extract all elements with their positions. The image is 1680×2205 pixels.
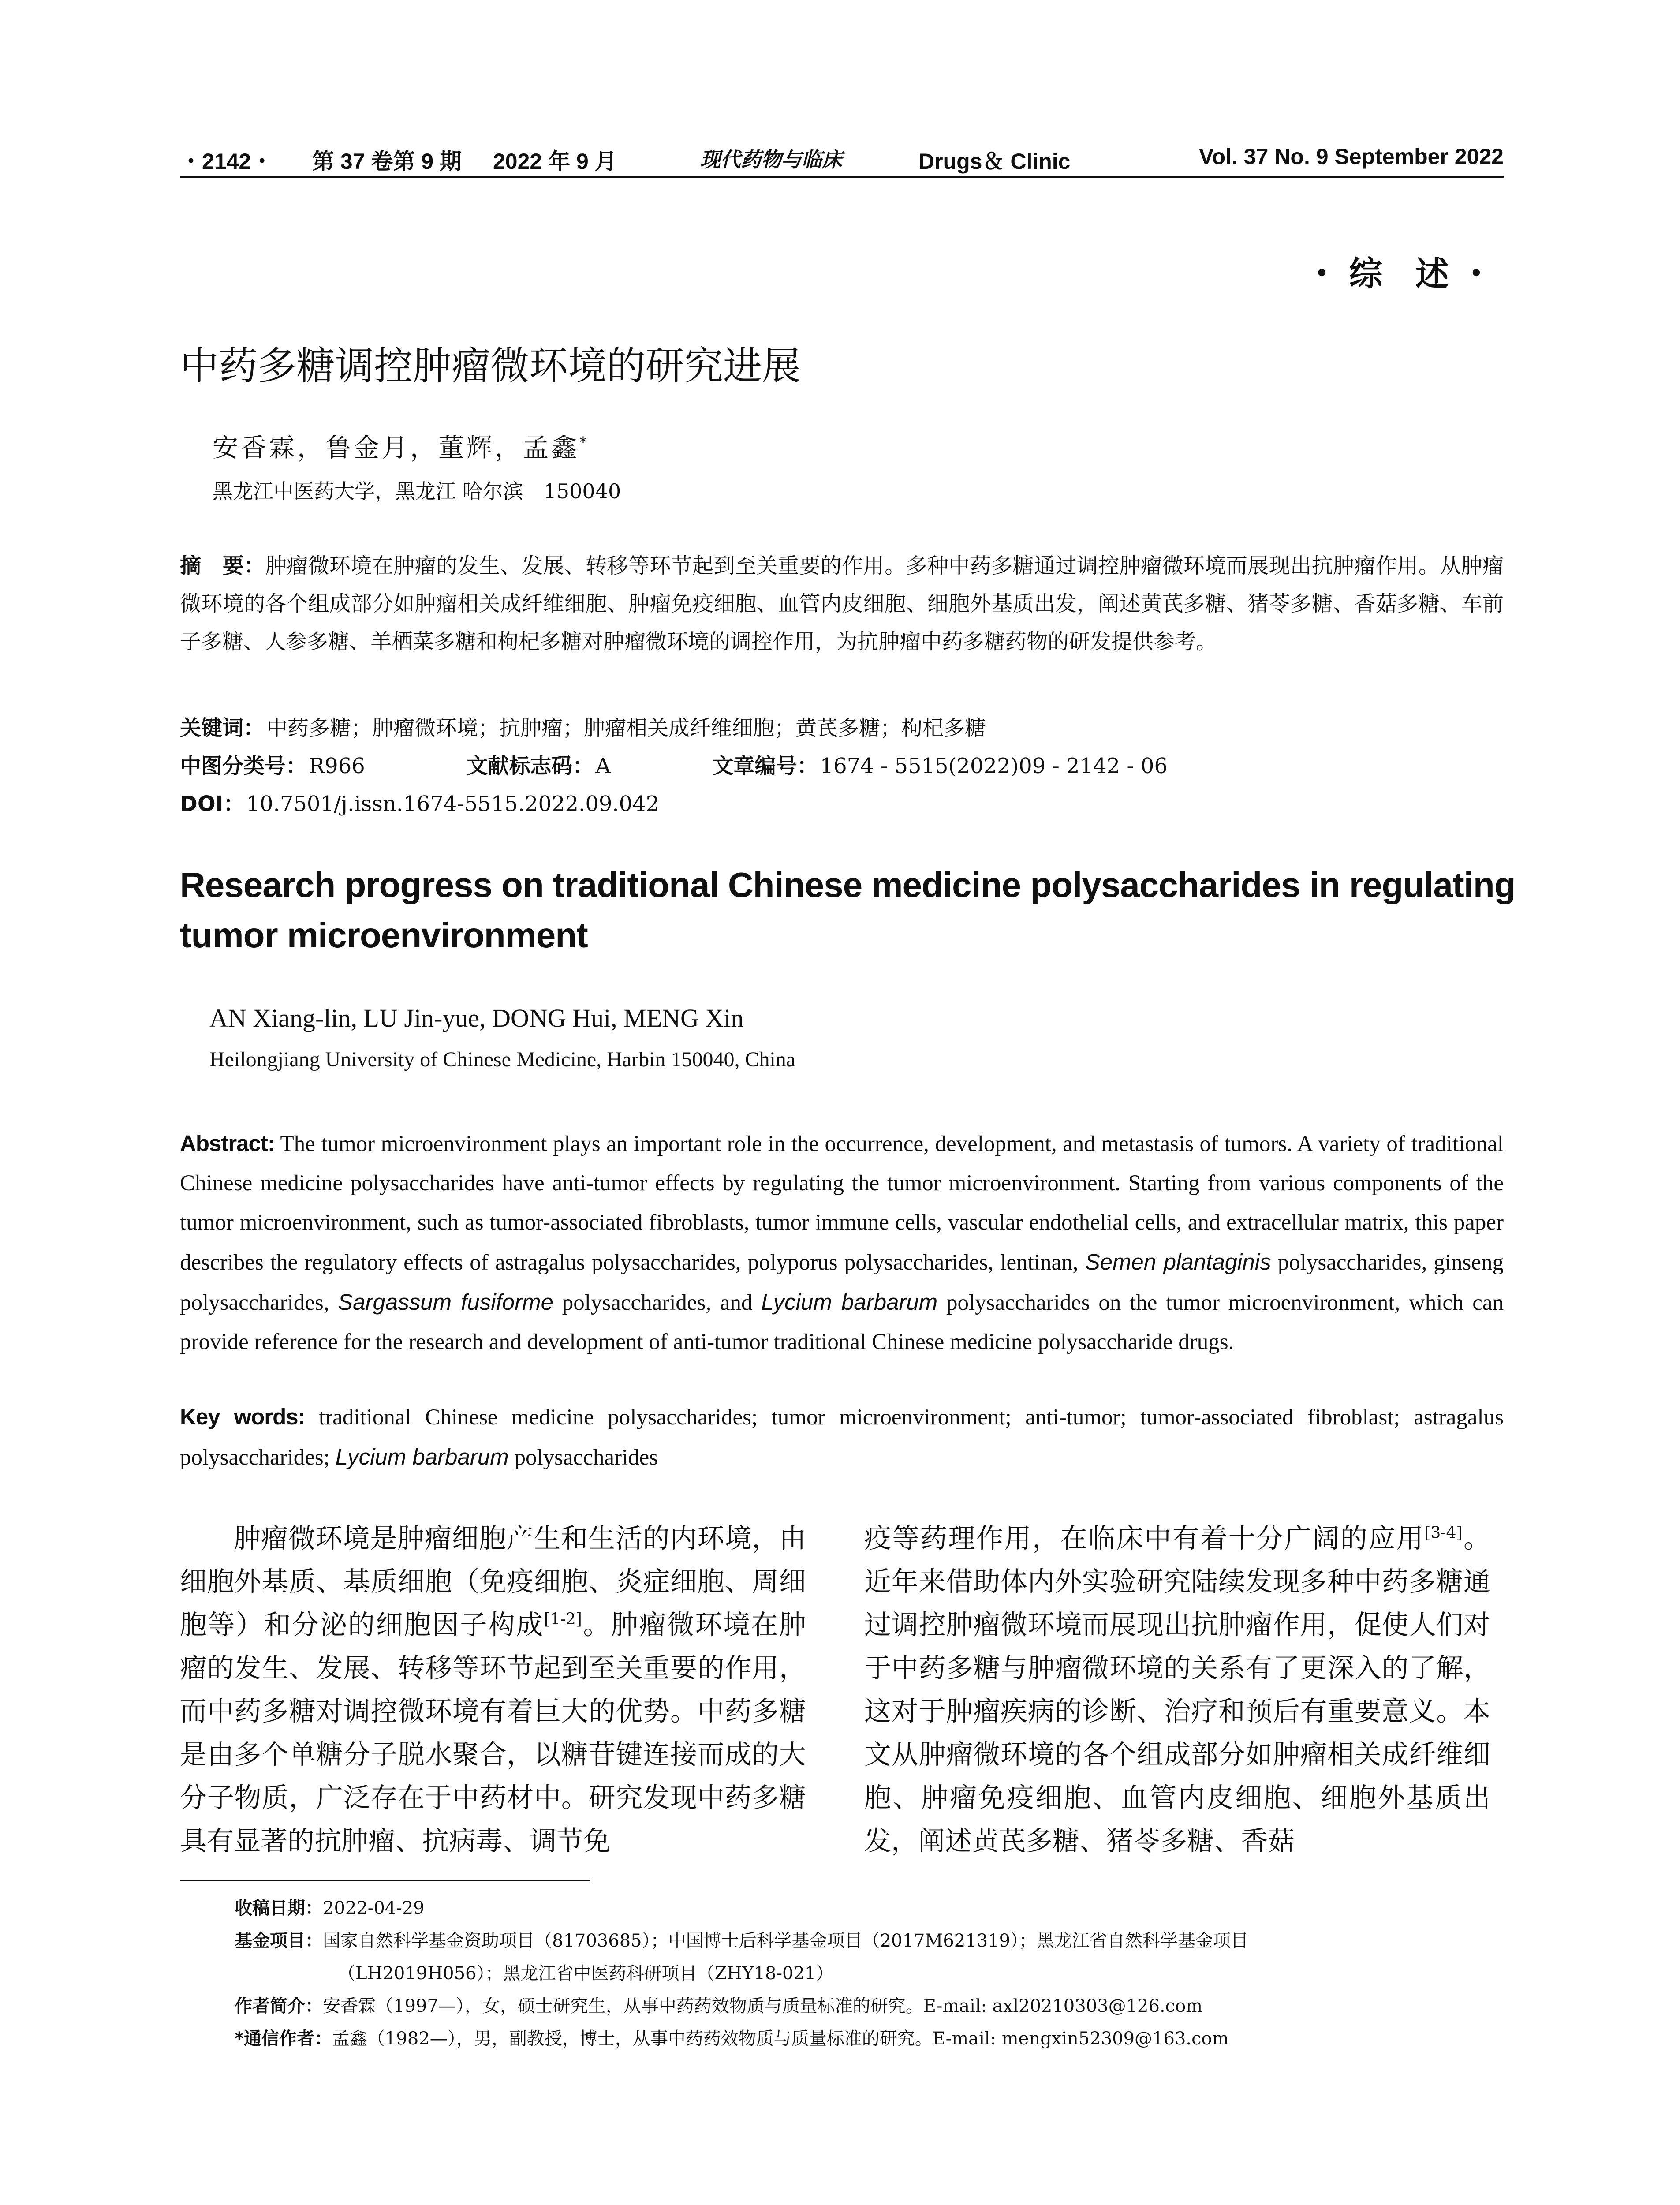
journal-name-cn: 现代药物与临床: [700, 148, 842, 172]
issue-date: 2022 年 9 月: [493, 149, 617, 174]
doi-line: [180, 787, 659, 817]
article-no-label: 文章编号：: [712, 754, 818, 778]
authors-cn: [213, 427, 587, 464]
footnotes: [235, 1892, 1513, 2055]
footnote-author: [235, 1990, 1513, 2022]
article-no-value: 1674 - 5515(2022)09 - 2142 - 06: [820, 754, 1168, 778]
corresponding-text: 孟鑫（1982—），男，副教授，博士，从事中药药效物质与质量标准的研究。E-mail: mengxin52309@163.com: [332, 2029, 1229, 2049]
authors-en: AN Xiang-lin, LU Jin-yue, DONG Hui, MENG Xin: [209, 1004, 744, 1032]
body-text-right-2: 。近年来借助体内外实验研究陆续发现多种中药多糖通过调控肿瘤微环境而展现出抗肿瘤作用，促使人们对于中药多糖与肿瘤微环境的关系有了更深入的了解，这对于肿瘤疾病的诊断、治疗和预后有重要意义。本文从肿瘤微环境的各个组成部分如肿瘤相关成纤维细胞、肿瘤免疫细胞、血管内皮细胞、细胞外基质出发，阐述黄芪多糖、猪苓多糖、香菇: [864, 1523, 1490, 1857]
affiliation-en: Heilongjiang University of Chinese Medicine, Harbin 150040, China: [209, 1048, 796, 1071]
volume-en: Vol. 37 No. 9 September 2022: [1198, 144, 1504, 169]
paper-title-en: Research progress on traditional Chinese medicine polysaccharides in regulating tumor microenvironment: [180, 865, 1516, 955]
doi-label: DOI：: [180, 792, 245, 816]
body-column-right: [864, 1517, 1490, 1863]
abstract-text-en-2: polysaccharides, ginseng polysaccharides,: [180, 1250, 1504, 1315]
page-number: ・2142・: [180, 149, 273, 174]
clc-label: 中图分类号：: [180, 754, 307, 778]
citation-3-4: [3-4]: [1424, 1524, 1463, 1542]
abstract-text-en-1: The tumor microenvironment plays an important role in the occurrence, development, and metastasis of tumors. A variety of traditional Chinese medicine polysaccharides have anti-tumor effects by regulating the tumor microenvironment. Starting from various components of the tumor microenvironment, such as tumor-associated fibroblasts, tumor immune cells, vascular endothelial cells, and extracellular matrix, this paper describes the regulatory effects of astragalus polysaccharides, polyporus polysaccharides, lentinan,: [180, 1132, 1504, 1275]
received-label: 收稿日期：: [235, 1898, 323, 1918]
keywords-text-en-1: traditional Chinese medicine polysaccharides; tumor microenvironment; anti-tumor; tumor-associated fibroblast; astragalus polysaccharides;: [180, 1405, 1504, 1470]
running-header: [180, 140, 1504, 176]
species-sargassum-fusiforme: Sargassum fusiforme: [338, 1289, 553, 1315]
species-semen-plantaginis: Semen plantaginis: [1085, 1249, 1271, 1274]
fund-label: 基金项目：: [235, 1931, 323, 1951]
footnote-rule: [180, 1880, 590, 1881]
abstract-text-en-3: polysaccharides, and: [562, 1290, 753, 1315]
received-date: 2022-04-29: [323, 1898, 425, 1918]
author-bio-label: 作者简介：: [235, 1996, 323, 2016]
footnote-fund: [235, 1925, 1513, 1957]
column-tag: ・综 述・: [1305, 254, 1504, 293]
keywords-label-en: Key words:: [180, 1404, 305, 1429]
footnote-fund-cont: （LH2019H056）；黑龙江省中医药科研项目（ZHY18-021）: [338, 1963, 834, 1984]
keywords-cn: [180, 711, 986, 741]
body-text-left-1: 肿瘤微环境是肿瘤细胞产生和生活的内环境，由细胞外基质、基质细胞（免疫细胞、炎症细胞、周细胞等）和分泌的细胞因子构成: [180, 1523, 806, 1641]
footnote-received: [235, 1892, 1513, 1925]
journal-name-en: Drugs＆ Clinic: [918, 149, 1071, 174]
body-text-left-2: 。肿瘤微环境在肿瘤的发生、发展、转移等环节起到至关重要的作用，而中药多糖对调控微环境有着巨大的优势。中药多糖是由多个单糖分子脱水聚合，以糖苷键连接而成的大分子物质，广泛存在于中药材中。研究发现中药多糖具有显著的抗肿瘤、抗病毒、调节免: [180, 1609, 806, 1857]
doc-code-label: 文献标志码：: [467, 754, 594, 778]
fund-text-1: 国家自然科学基金资助项目（81703685）；中国博士后科学基金项目（2017M621319）；黑龙江省自然科学基金项目: [323, 1931, 1249, 1951]
classification-line: [180, 749, 1168, 779]
doc-code-value: A: [595, 754, 611, 778]
body-column-left: [180, 1517, 806, 1863]
corresponding-mark: *: [579, 434, 587, 452]
body-text-right-1: 疫等药理作用，在临床中有着十分广阔的应用: [864, 1523, 1425, 1554]
author-list-cn: 安香霖，鲁金月，董辉，孟鑫: [213, 433, 580, 463]
citation-1-2: [1-2]: [544, 1610, 582, 1629]
affiliation-cn: 黑龙江中医药大学，黑龙江 哈尔滨 150040: [213, 479, 621, 503]
keywords-text-en-2: polysaccharides: [514, 1445, 658, 1470]
abstract-label-cn: 摘 要：: [180, 553, 265, 578]
keywords-label-cn: 关键词：: [180, 716, 265, 740]
abstract-cn: [180, 547, 1504, 661]
abstract-en: [180, 1124, 1504, 1362]
footnote-corresponding: [235, 2022, 1513, 2055]
doi-value: 10.7501/j.issn.1674-5515.2022.09.042: [246, 792, 660, 816]
author-bio-text: 安香霖（1997—），女，硕士研究生，从事中药药效物质与质量标准的研究。E-mail: axl20210303@126.com: [323, 1996, 1203, 2016]
species-lycium-barbarum: Lycium barbarum: [761, 1289, 938, 1315]
keywords-en: [180, 1397, 1504, 1477]
header-rule: [180, 176, 1504, 178]
keywords-text-cn: 中药多糖；肿瘤微环境；抗肿瘤；肿瘤相关成纤维细胞；黄芪多糖；枸杞多糖: [266, 716, 986, 740]
keyword-lycium-barbarum: Lycium barbarum: [335, 1444, 509, 1469]
paper-title-cn: 中药多糖调控肿瘤微环境的研究进展: [180, 343, 801, 389]
clc-value: R966: [309, 754, 365, 778]
abstract-text-en-4: polysaccharides on the tumor microenvironment, which can provide reference for the research and development of anti-tumor traditional Chinese medicine polysaccharide drugs.: [180, 1290, 1504, 1354]
volume-issue: 第 37 卷第 9 期: [312, 149, 462, 174]
corresponding-label: *通信作者：: [235, 2029, 332, 2049]
abstract-text-cn: 肿瘤微环境在肿瘤的发生、发展、转移等环节起到至关重要的作用。多种中药多糖通过调控肿瘤微环境而展现出抗肿瘤作用。从肿瘤微环境的各个组成部分如肿瘤相关成纤维细胞、肿瘤免疫细胞、血管内皮细胞、细胞外基质出发，阐述黄芪多糖、猪苓多糖、香菇多糖、车前子多糖、人参多糖、羊栖菜多糖和枸杞多糖对肿瘤微环境的调控作用，为抗肿瘤中药多糖药物的研发提供参考。: [180, 553, 1504, 654]
abstract-label-en: Abstract:: [180, 1131, 275, 1156]
